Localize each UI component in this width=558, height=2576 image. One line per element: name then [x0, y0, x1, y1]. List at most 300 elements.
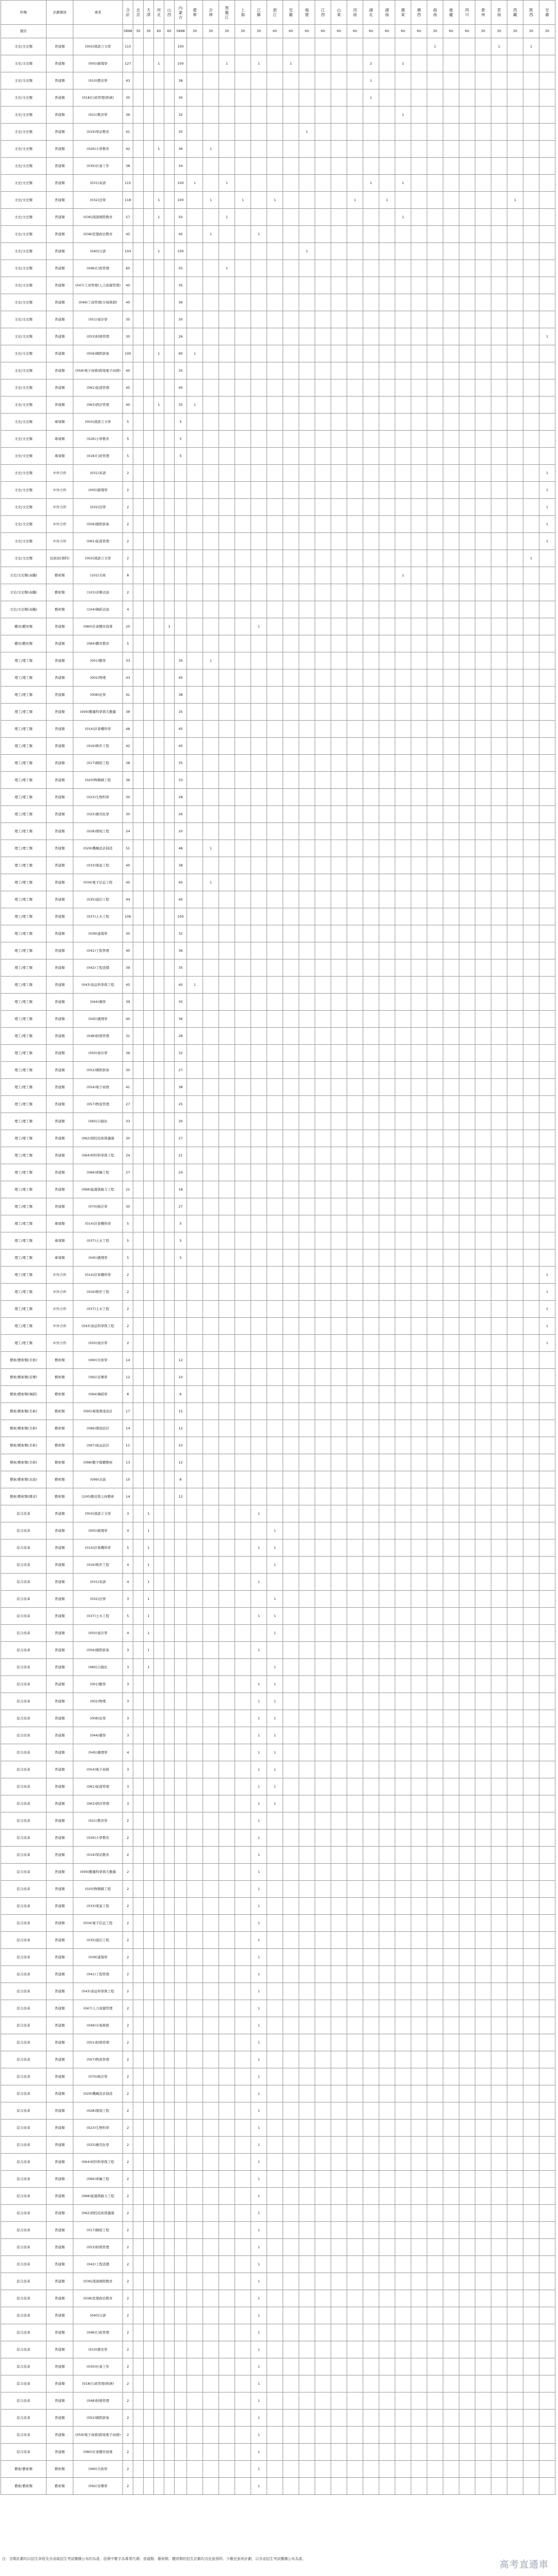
- table-cell: [331, 106, 347, 124]
- table-cell: [395, 2427, 411, 2444]
- table-cell: [164, 1795, 175, 1812]
- table-cell: [363, 635, 379, 652]
- table-cell: [144, 1932, 154, 1949]
- table-cell: [219, 1249, 235, 1267]
- table-cell: [235, 1249, 251, 1267]
- table-cell: [347, 2051, 363, 2068]
- table-cell: [175, 499, 187, 516]
- table-cell: [187, 1795, 203, 1812]
- table-cell: 普通類: [47, 2375, 73, 2392]
- table-cell: 2: [363, 55, 379, 72]
- table-cell: [235, 1232, 251, 1249]
- table-cell: [203, 1318, 219, 1335]
- table-cell: (044)藥學: [73, 994, 123, 1011]
- table-cell: [187, 226, 203, 243]
- table-cell: [395, 2154, 411, 2171]
- table-cell: [459, 1369, 475, 1386]
- table-cell: [187, 243, 203, 260]
- table-cell: [395, 772, 411, 789]
- table-cell: 藝術類: [47, 567, 73, 584]
- table-cell: [523, 1557, 539, 1574]
- table-cell: 2: [123, 2478, 133, 2495]
- table-cell: [299, 1744, 315, 1761]
- table-cell: [144, 2034, 154, 2051]
- table-cell: [411, 584, 427, 601]
- table-cell: [235, 2324, 251, 2341]
- table-cell: [235, 175, 251, 192]
- table-cell: [523, 1198, 539, 1215]
- table-cell: [395, 482, 411, 499]
- table-cell: [347, 1812, 363, 1830]
- table-cell: [475, 1284, 491, 1301]
- table-cell: [459, 1215, 475, 1232]
- table-cell: 普通類: [47, 2137, 73, 2154]
- table-cell: [144, 994, 154, 1011]
- table-row: [1, 1232, 555, 1249]
- table-cell: [267, 942, 283, 959]
- table-cell: [283, 840, 299, 857]
- table-cell: (032)法學: [73, 1591, 123, 1608]
- table-cell: [363, 1539, 379, 1557]
- table-cell: [251, 1045, 267, 1062]
- table-cell: 45: [123, 379, 133, 397]
- table-cell: [144, 482, 154, 499]
- table-cell: [175, 1539, 187, 1557]
- table-cell: 30: [175, 89, 187, 106]
- table-cell: [315, 1335, 331, 1352]
- table-cell: [507, 1830, 523, 1847]
- table-cell: [219, 516, 235, 533]
- table-cell: [219, 567, 235, 584]
- table-cell: [523, 2120, 539, 2137]
- table-row: [1, 1966, 555, 1983]
- table-cell: [411, 1761, 427, 1778]
- table-cell: [475, 311, 491, 328]
- table-cell: [427, 482, 443, 499]
- table-cell: [154, 1386, 164, 1403]
- table-cell: [299, 294, 315, 311]
- table-cell: 普通類: [47, 2392, 73, 2410]
- table-cell: [299, 635, 315, 652]
- table-cell: [235, 2051, 251, 2068]
- table-cell: [459, 687, 475, 704]
- table-cell: [507, 874, 523, 891]
- table-cell: 3: [123, 1642, 133, 1659]
- table-cell: [235, 2000, 251, 2017]
- table-cell: [411, 2375, 427, 2392]
- table-cell: [523, 1966, 539, 1983]
- table-cell: [283, 1420, 299, 1437]
- table-cell: 理工/理工類: [1, 687, 47, 704]
- table-cell: [443, 994, 459, 1011]
- table-cell: [395, 2034, 411, 2051]
- table-cell: [133, 1284, 144, 1301]
- table-cell: [523, 516, 539, 533]
- table-cell: [491, 1267, 507, 1284]
- table-cell: [475, 499, 491, 516]
- table-cell: [315, 1249, 331, 1267]
- table-cell: [379, 1642, 395, 1659]
- table-cell: [347, 1710, 363, 1727]
- table-cell: [347, 1198, 363, 1215]
- table-row: [1, 1198, 555, 1215]
- table-cell: [523, 1352, 539, 1369]
- table-cell: 理工/理工類: [1, 1215, 47, 1232]
- table-cell: [459, 243, 475, 260]
- table-cell: 藝術/藝術類: [1, 2478, 47, 2495]
- table-cell: [187, 1062, 203, 1079]
- table-cell: [219, 1574, 235, 1591]
- table-cell: 1: [539, 465, 555, 482]
- table-cell: [133, 209, 144, 226]
- table-cell: [411, 806, 427, 823]
- table-cell: [411, 1284, 427, 1301]
- table-cell: 45: [175, 721, 187, 738]
- table-cell: [427, 2461, 443, 2478]
- table-cell: [164, 397, 175, 414]
- table-row: [1, 141, 555, 158]
- table-cell: [363, 1761, 379, 1778]
- table-cell: 普通類: [47, 1744, 73, 1761]
- table-cell: [251, 448, 267, 465]
- table-cell: [203, 311, 219, 328]
- summary-cell: 30: [219, 25, 235, 38]
- table-cell: [523, 1505, 539, 1522]
- table-cell: [315, 533, 331, 550]
- table-cell: [187, 1249, 203, 1267]
- table-cell: [379, 2358, 395, 2375]
- table-cell: [219, 1830, 235, 1847]
- table-cell: [133, 1522, 144, 1539]
- table-cell: [331, 601, 347, 618]
- table-cell: [523, 1608, 539, 1625]
- table-cell: [133, 1693, 144, 1710]
- table-cell: 理工/理工類: [1, 1284, 47, 1301]
- table-cell: 理工/理工類: [1, 738, 47, 755]
- table-cell: [411, 1386, 427, 1403]
- table-cell: [491, 1164, 507, 1181]
- table-cell: 普通類: [47, 1727, 73, 1744]
- table-cell: [187, 1386, 203, 1403]
- table-cell: [133, 448, 144, 465]
- table-cell: 1: [251, 1676, 267, 1693]
- table-cell: [144, 2137, 154, 2154]
- table-cell: [203, 2341, 219, 2358]
- table-cell: [299, 891, 315, 908]
- table-cell: 普通類: [47, 1915, 73, 1932]
- table-cell: [235, 89, 251, 106]
- table-cell: (050)會計學: [73, 1045, 123, 1062]
- table-cell: [475, 192, 491, 209]
- table-row: [1, 789, 555, 806]
- table-cell: [491, 1778, 507, 1795]
- table-cell: [363, 1352, 379, 1369]
- table-cell: [187, 277, 203, 294]
- table-cell: [164, 2324, 175, 2341]
- table-row: [1, 2461, 555, 2478]
- table-cell: [235, 652, 251, 669]
- table-cell: [539, 1608, 555, 1625]
- table-cell: [395, 38, 411, 55]
- column-header-label: 科類: [20, 10, 27, 14]
- table-cell: [523, 2427, 539, 2444]
- table-cell: [507, 1710, 523, 1727]
- table-cell: [154, 311, 164, 328]
- table-cell: 32: [175, 1045, 187, 1062]
- table-cell: [523, 2290, 539, 2307]
- table-cell: [235, 2256, 251, 2273]
- table-cell: [315, 1232, 331, 1249]
- table-cell: [315, 1454, 331, 1471]
- table-cell: 2: [123, 1915, 133, 1932]
- table-cell: [475, 1335, 491, 1352]
- table-cell: [459, 2427, 475, 2444]
- column-header-label: 山西: [167, 8, 172, 17]
- table-cell: [379, 124, 395, 141]
- table-cell: [347, 2410, 363, 2427]
- table-cell: [459, 38, 475, 55]
- table-cell: 1: [144, 1557, 154, 1574]
- table-cell: [267, 1164, 283, 1181]
- table-cell: [459, 2085, 475, 2102]
- table-cell: [347, 2273, 363, 2290]
- table-cell: [443, 669, 459, 687]
- table-cell: [539, 226, 555, 243]
- table-cell: [133, 891, 144, 908]
- table-cell: [539, 925, 555, 942]
- table-cell: [187, 1028, 203, 1045]
- table-cell: [203, 1881, 219, 1898]
- table-cell: [491, 2222, 507, 2239]
- table-cell: 1: [219, 209, 235, 226]
- table-cell: [395, 738, 411, 755]
- table-cell: 35: [175, 397, 187, 414]
- table-cell: 綜合改革: [1, 1591, 47, 1608]
- table-cell: [347, 925, 363, 942]
- table-cell: [133, 618, 144, 635]
- table-cell: 文史/文史類: [1, 277, 47, 294]
- table-cell: [164, 175, 175, 192]
- table-cell: [363, 2171, 379, 2188]
- table-cell: (014)計算機科學: [73, 1539, 123, 1557]
- table-cell: [187, 2120, 203, 2137]
- table-cell: 1: [144, 1522, 154, 1539]
- table-cell: [475, 1847, 491, 1864]
- table-cell: 普通類: [47, 1949, 73, 1966]
- table-cell: [187, 1471, 203, 1488]
- table-cell: [443, 1045, 459, 1062]
- table-cell: [395, 601, 411, 618]
- table-cell: 藝術/藝術類(美術): [1, 1454, 47, 1471]
- table-cell: [164, 1574, 175, 1591]
- table-row: [1, 704, 555, 721]
- table-cell: [267, 2358, 283, 2375]
- table-cell: [283, 2239, 299, 2256]
- table-cell: 普通類: [47, 294, 73, 311]
- table-cell: [475, 1778, 491, 1795]
- table-cell: [164, 1062, 175, 1079]
- table-cell: [379, 1966, 395, 1983]
- enrollment-plan-table: [1, 0, 555, 2495]
- table-cell: [379, 2034, 395, 2051]
- table-cell: [267, 1198, 283, 1215]
- table-cell: 2: [123, 2188, 133, 2205]
- table-cell: [459, 1420, 475, 1437]
- table-cell: 綜合改革: [1, 1847, 47, 1864]
- table-cell: [379, 260, 395, 277]
- table-cell: 綜合改革: [1, 1659, 47, 1676]
- table-cell: [443, 72, 459, 89]
- table-cell: [379, 874, 395, 891]
- table-cell: [187, 1915, 203, 1932]
- table-cell: [164, 1778, 175, 1795]
- table-cell: [203, 908, 219, 925]
- table-cell: [507, 2102, 523, 2120]
- table-cell: [507, 567, 523, 584]
- table-cell: [203, 1301, 219, 1318]
- table-cell: [523, 738, 539, 755]
- table-cell: [379, 840, 395, 857]
- table-cell: [523, 533, 539, 550]
- table-cell: [507, 1335, 523, 1352]
- table-cell: 綜合改革: [1, 1676, 47, 1693]
- table-cell: [363, 465, 379, 482]
- table-cell: [363, 1795, 379, 1812]
- column-header-label: 甘肅: [545, 8, 549, 17]
- table-row: [1, 1284, 555, 1301]
- table-cell: 文史/文史類: [1, 38, 47, 55]
- table-cell: [331, 1488, 347, 1505]
- table-cell: [379, 499, 395, 516]
- table-cell: [219, 1011, 235, 1028]
- table-cell: [267, 89, 283, 106]
- table-cell: [299, 1062, 315, 1079]
- table-cell: [315, 2120, 331, 2137]
- table-cell: 2: [123, 482, 133, 499]
- table-cell: [315, 908, 331, 925]
- table-cell: [164, 2239, 175, 2256]
- table-cell: [154, 2188, 164, 2205]
- table-cell: [267, 1812, 283, 1830]
- table-cell: [507, 294, 523, 311]
- table-cell: [219, 1642, 235, 1659]
- table-cell: [251, 994, 267, 1011]
- table-cell: [235, 448, 251, 465]
- table-cell: [154, 1045, 164, 1062]
- table-cell: [411, 789, 427, 806]
- table-cell: [523, 2137, 539, 2154]
- table-cell: [133, 1352, 144, 1369]
- table-cell: [164, 601, 175, 618]
- table-cell: 藝術/藝術類(表演): [1, 1471, 47, 1488]
- table-cell: [203, 124, 219, 141]
- table-cell: [235, 1539, 251, 1557]
- table-cell: [299, 328, 315, 345]
- table-row: [1, 465, 555, 482]
- table-cell: [187, 1113, 203, 1130]
- table-cell: [267, 1011, 283, 1028]
- table-cell: [443, 1932, 459, 1949]
- table-cell: 100: [175, 192, 187, 209]
- table-cell: 綜合改革: [1, 1505, 47, 1522]
- table-cell: [154, 1659, 164, 1676]
- table-cell: [133, 994, 144, 1011]
- table-cell: 文史/文史類: [1, 141, 47, 158]
- table-cell: [459, 499, 475, 516]
- table-cell: [164, 2171, 175, 2188]
- table-cell: [363, 499, 379, 516]
- table-cell: [315, 89, 331, 106]
- table-cell: [299, 516, 315, 533]
- table-row: [1, 277, 555, 294]
- table-row: [1, 294, 555, 311]
- table-cell: [187, 721, 203, 738]
- summary-cell: 5898: [175, 25, 187, 38]
- table-cell: [443, 1318, 459, 1335]
- table-cell: [267, 1949, 283, 1966]
- table-cell: [283, 1574, 299, 1591]
- table-cell: [144, 874, 154, 891]
- table-cell: [219, 1386, 235, 1403]
- table-cell: [523, 2273, 539, 2290]
- column-header-label: 重慶: [449, 8, 453, 17]
- table-cell: 專項類: [47, 448, 73, 465]
- table-cell: [219, 1028, 235, 1045]
- table-cell: [347, 1761, 363, 1778]
- table-cell: 2: [123, 2410, 133, 2427]
- table-cell: [363, 2444, 379, 2461]
- table-cell: 綜合改革: [1, 2273, 47, 2290]
- table-cell: (038)思想政治教育: [73, 226, 123, 243]
- table-cell: [539, 209, 555, 226]
- table-cell: [347, 2205, 363, 2222]
- table-cell: [395, 2478, 411, 2495]
- table-cell: [443, 1761, 459, 1778]
- table-cell: [427, 1301, 443, 1318]
- table-cell: [283, 2307, 299, 2324]
- table-cell: [491, 2102, 507, 2120]
- table-cell: [379, 994, 395, 1011]
- table-cell: [491, 55, 507, 72]
- table-cell: 35: [175, 124, 187, 141]
- table-cell: [299, 1557, 315, 1574]
- table-cell: [539, 1164, 555, 1181]
- table-cell: [187, 2427, 203, 2444]
- table-cell: 綜合改革: [1, 1778, 47, 1795]
- table-cell: [315, 2051, 331, 2068]
- table-cell: [315, 1881, 331, 1898]
- table-cell: [331, 1744, 347, 1761]
- table-cell: [347, 1249, 363, 1267]
- table-cell: 藝術類: [47, 1403, 73, 1420]
- table-cell: [203, 1232, 219, 1249]
- table-cell: [133, 1096, 144, 1113]
- table-cell: [507, 1267, 523, 1284]
- table-cell: [427, 55, 443, 72]
- table-cell: [175, 1505, 187, 1522]
- table-cell: [331, 891, 347, 908]
- table-cell: (066)車輛工程: [73, 2171, 123, 2188]
- table-cell: [507, 1079, 523, 1096]
- table-cell: [187, 1437, 203, 1454]
- table-cell: 1: [395, 55, 411, 72]
- table-cell: [299, 1591, 315, 1608]
- table-cell: [283, 1591, 299, 1608]
- table-cell: [175, 1335, 187, 1352]
- table-cell: [475, 345, 491, 362]
- table-cell: [187, 72, 203, 89]
- table-cell: (092)音樂學: [73, 2478, 123, 2495]
